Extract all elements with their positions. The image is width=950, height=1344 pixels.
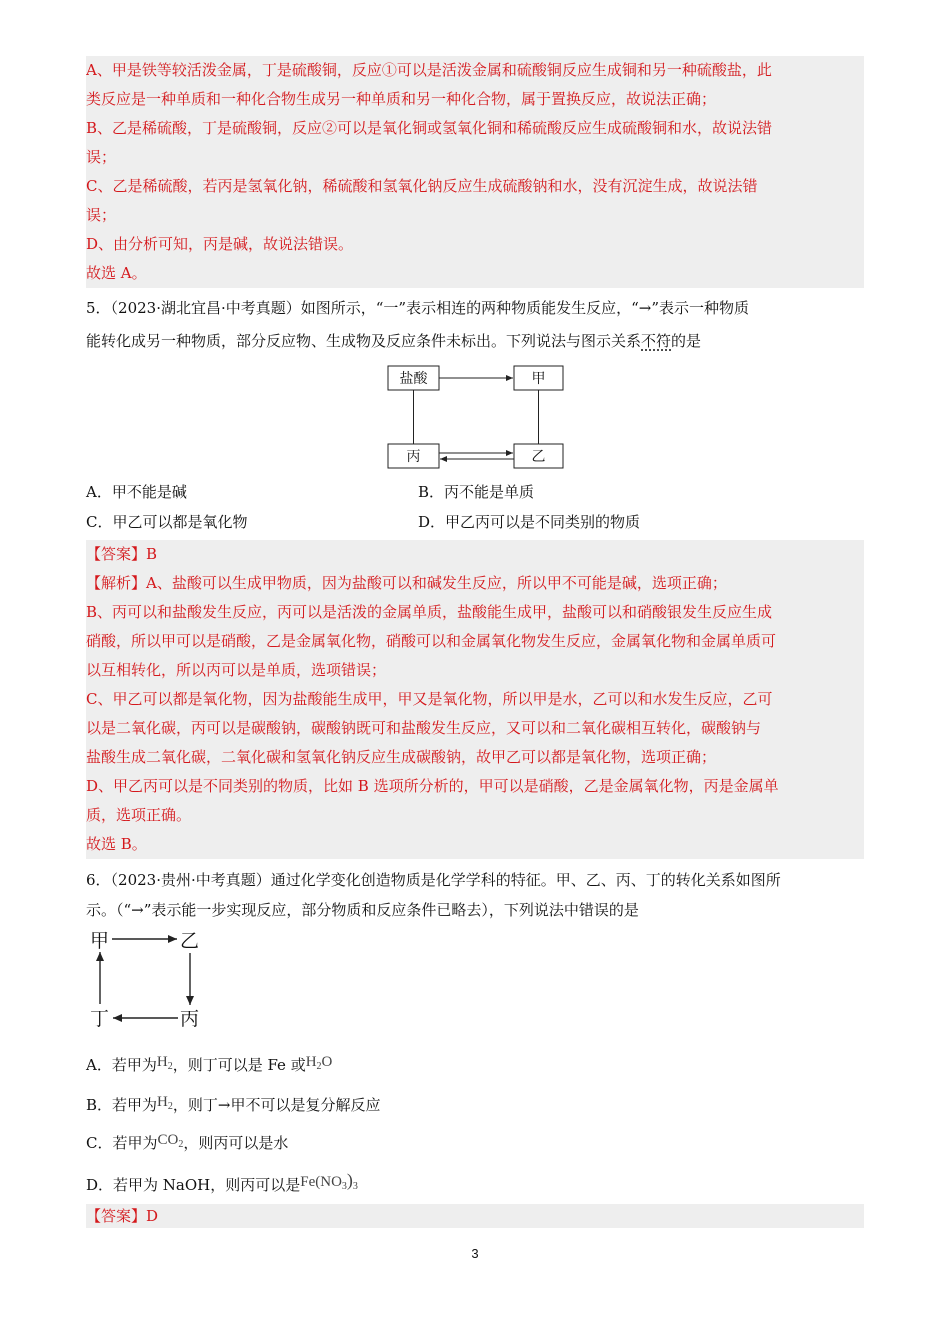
formula-symbol: O bbox=[321, 1054, 333, 1070]
analysis-label: 【解析】 bbox=[86, 574, 147, 592]
page-number: 3 bbox=[471, 1246, 479, 1261]
analysis-line: 误； bbox=[86, 148, 117, 166]
formula-subscript: 2 bbox=[178, 1139, 184, 1150]
q5-answer-block bbox=[86, 540, 864, 859]
answer-value: D bbox=[146, 1207, 159, 1225]
analysis-line: 质，选项正确。 bbox=[86, 806, 192, 824]
node-yi: 乙 bbox=[180, 930, 200, 952]
analysis-line: 硝酸，所以甲可以是硝酸，乙是金属氧化物，硝酸可以和金属氧化物发生反应，金属氧化物和金属单质可 bbox=[86, 632, 777, 650]
box-label: 盐酸 bbox=[399, 371, 428, 387]
option-text: ，则丁→甲不可以是复分解反应 bbox=[172, 1096, 381, 1114]
q4-analysis-block bbox=[86, 56, 864, 288]
formula bbox=[306, 1054, 333, 1070]
analysis-line: 以是二氧化碳，丙可以是碳酸钠，碳酸钠既可和盐酸发生反应，又可以和二氧化碳相互转化，碳酸钠与 bbox=[86, 719, 762, 737]
node-ding: 丁 bbox=[90, 1008, 110, 1030]
box-label: 乙 bbox=[531, 449, 546, 465]
q6-option-b bbox=[86, 1090, 380, 1119]
answer-label: 【答案】 bbox=[86, 545, 147, 563]
node-bing: 丙 bbox=[180, 1008, 200, 1030]
option-text: D．若甲为 NaOH，则丙可以是 bbox=[86, 1176, 301, 1194]
formula bbox=[157, 1054, 173, 1070]
formula bbox=[157, 1094, 173, 1110]
analysis-line: C、乙是稀硫酸，若丙是氢氧化钠，稀硫酸和氢氧化钠反应生成硫酸钠和水，没有沉淀生成，故说法错 bbox=[86, 177, 758, 195]
formula-subscript: 3 bbox=[341, 1181, 347, 1192]
conclusion: 故选 B。 bbox=[86, 835, 147, 853]
formula-symbol: ) bbox=[346, 1170, 353, 1190]
q5-stem-text: 能转化成另一种物质，部分反应物、生成物及反应条件未标出。下列说法与图示关系 bbox=[86, 332, 642, 350]
q5-option-c: C．甲乙可以都是氧化物 bbox=[86, 513, 248, 531]
node-jia: 甲 bbox=[90, 930, 110, 952]
option-text: ，则丙可以是水 bbox=[183, 1134, 289, 1152]
formula-symbol: H bbox=[157, 1094, 168, 1110]
q5-option-a: A．甲不能是碱 bbox=[86, 483, 187, 501]
box-label: 丙 bbox=[406, 449, 421, 465]
formula-symbol: Fe(NO bbox=[300, 1174, 342, 1190]
formula-subscript: 3 bbox=[352, 1181, 358, 1192]
analysis-text: A、盐酸可以生成甲物质，因为盐酸可以和碱发生反应，所以甲不可能是碱，选项正确； bbox=[146, 574, 727, 592]
formula-symbol: H bbox=[156, 1054, 168, 1070]
analysis-line: B、乙是稀硫酸，丁是硫酸铜，反应②可以是氧化铜或氢氧化铜和稀硫酸反应生成硫酸铜和水，故说法错 bbox=[86, 119, 773, 137]
q5-option-b: B．丙不能是单质 bbox=[418, 483, 535, 501]
answer-label: 【答案】 bbox=[86, 1207, 147, 1225]
formula bbox=[300, 1170, 358, 1192]
analysis-line: A、甲是铁等较活泼金属，丁是硫酸铜，反应①可以是活泼金属和硫酸铜反应生成铜和另一种硫酸盐，此 bbox=[86, 61, 772, 79]
q5-answer bbox=[86, 540, 864, 569]
analysis-line: C、甲乙可以都是氧化物，因为盐酸能生成甲，甲又是氧化物，所以甲是水，乙可以和水发生反应，乙可 bbox=[86, 690, 773, 708]
analysis-line: 盐酸生成二氧化碳，二氧化碳和氢氧化钠反应生成碳酸钠，故甲乙可以都是氧化物，选项正确； bbox=[86, 748, 717, 766]
q6-answer-block bbox=[86, 1204, 864, 1228]
q6-stem-line-2: 示。（“→”表示能一步实现反应，部分物质和反应条件已略去），下列说法中错误的是 bbox=[86, 901, 639, 919]
q5-stem-line-2 bbox=[86, 327, 864, 356]
q5-diagram bbox=[380, 360, 580, 474]
conclusion: 故选 A。 bbox=[86, 264, 147, 282]
formula-subscript: 2 bbox=[167, 1101, 173, 1112]
analysis-line: 以互相转化，所以丙可以是单质，选项错误； bbox=[86, 661, 387, 679]
q6-option-c bbox=[86, 1128, 288, 1157]
analysis-line: D、甲乙丙可以是不同类别的物质，比如 B 选项所分析的，甲可以是硝酸，乙是金属氧化物，丙是金属单 bbox=[86, 777, 779, 795]
q6-diagram bbox=[86, 925, 216, 1035]
q6-option-a bbox=[86, 1050, 332, 1079]
answer-value: B bbox=[146, 545, 158, 563]
analysis-line: D、由分析可知，丙是碱，故说法错误。 bbox=[86, 235, 354, 253]
option-text: ，则丁可以是 Fe 或 bbox=[172, 1056, 306, 1074]
box-label: 甲 bbox=[531, 371, 546, 387]
q5-emphasis: 不符 bbox=[641, 332, 672, 350]
formula-symbol: H bbox=[305, 1054, 317, 1070]
formula-subscript: 2 bbox=[316, 1061, 322, 1072]
analysis-line bbox=[86, 569, 864, 598]
q6-option-d bbox=[86, 1168, 358, 1199]
formula bbox=[157, 1132, 183, 1148]
formula-symbol: CO bbox=[157, 1132, 179, 1148]
option-text: B．若甲为 bbox=[86, 1096, 158, 1114]
q5-stem-line-1: 5．（2023·湖北宜昌·中考真题）如图所示，“一”表示相连的两种物质能发生反应，“→”表示一种物质 bbox=[86, 299, 749, 317]
analysis-line: B、丙可以和盐酸发生反应，丙可以是活泼的金属单质，盐酸能生成甲，盐酸可以和硝酸银发生反应生成 bbox=[86, 603, 773, 621]
q6-stem-line-1: 6．（2023·贵州·中考真题）通过化学变化创造物质是化学学科的特征。甲、乙、丙、丁的转化关系如图所 bbox=[86, 871, 781, 889]
q5-option-d: D．甲乙丙可以是不同类别的物质 bbox=[418, 513, 641, 531]
analysis-line: 误； bbox=[86, 206, 117, 224]
formula-subscript: 2 bbox=[167, 1061, 173, 1072]
analysis-line: 类反应是一种单质和一种化合物生成另一种单质和另一种化合物，属于置换反应，故说法正确； bbox=[86, 90, 717, 108]
q6-answer bbox=[86, 1204, 864, 1228]
q5-stem-tail: 的是 bbox=[671, 332, 702, 350]
option-text: C．若甲为 bbox=[86, 1134, 158, 1152]
option-text: A．若甲为 bbox=[86, 1056, 157, 1074]
